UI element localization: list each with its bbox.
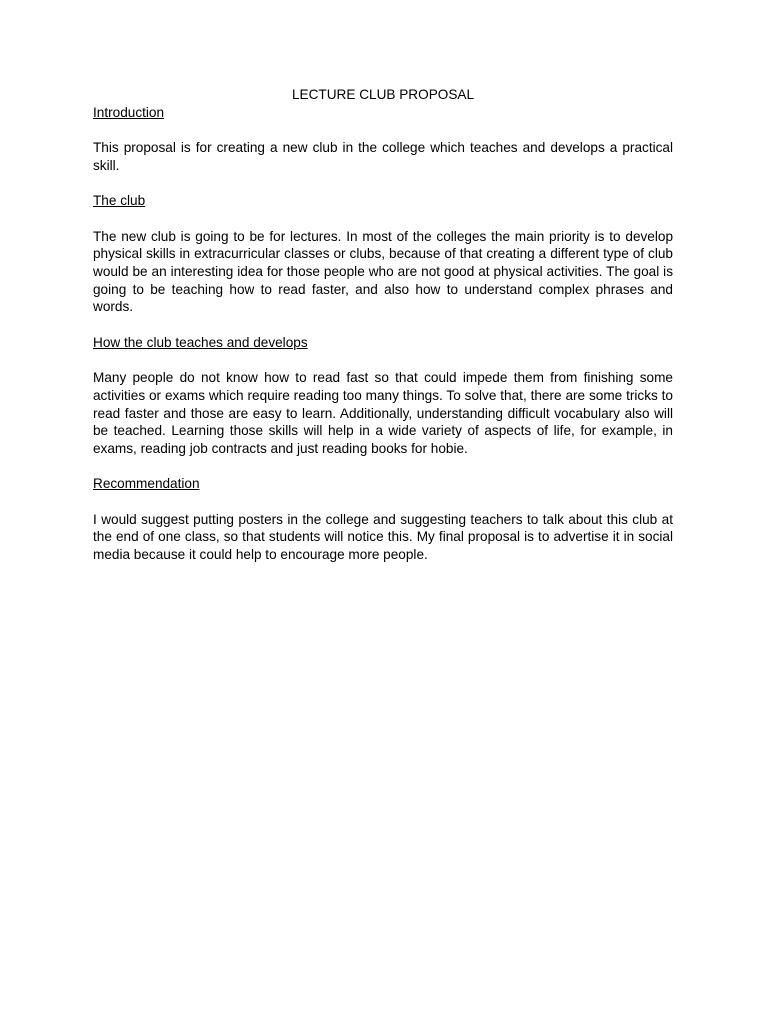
section-heading-recommendation: Recommendation <box>93 476 200 492</box>
paragraph-spacer <box>93 458 673 476</box>
section-heading-the-club: The club <box>93 193 146 209</box>
section-body-introduction: This proposal is for creating a new club in the college which teaches and develops a practical skill. <box>93 140 673 173</box>
paragraph-spacer <box>93 493 673 511</box>
section-body-how-the-club-teaches: Many people do not know how to read fast so that could impede them from finishing some activities or exams which require reading too many things. To solve that, there are some tricks to read faster and those are easy to learn. Additionally, understanding difficult vocabulary also will be teached. Learning those skills will help in a wide variety of aspects of life, for example, in exams, reading job contracts and just reading books for hobie. <box>93 370 673 456</box>
document-body <box>93 86 673 564</box>
document-title: LECTURE CLUB PROPOSAL <box>291 87 475 102</box>
section-heading-how-the-club-teaches: How the club teaches and develops <box>93 334 308 350</box>
paragraph-spacer <box>93 121 673 139</box>
paragraph-spacer <box>93 316 673 334</box>
paragraph-spacer <box>93 351 673 369</box>
paragraph-spacer <box>93 175 673 193</box>
section-body-the-club: The new club is going to be for lectures. In most of the colleges the main priority is to develop physical skills in extracurricular classes or clubs, because of that creating a different type of club would be an interesting idea for those people who are not good at physical activities. The goal is going to be teaching how to read faster, and also how to understand complex phrases and words. <box>93 228 673 315</box>
section-body-recommendation: I would suggest putting posters in the college and suggesting teachers to talk about this club at the end of one class, so that students will notice this. My final proposal is to advertise it in social media because it could help to encourage more people. <box>93 511 673 563</box>
section-heading-introduction: Introduction <box>93 104 165 120</box>
paragraph-spacer <box>93 210 673 228</box>
